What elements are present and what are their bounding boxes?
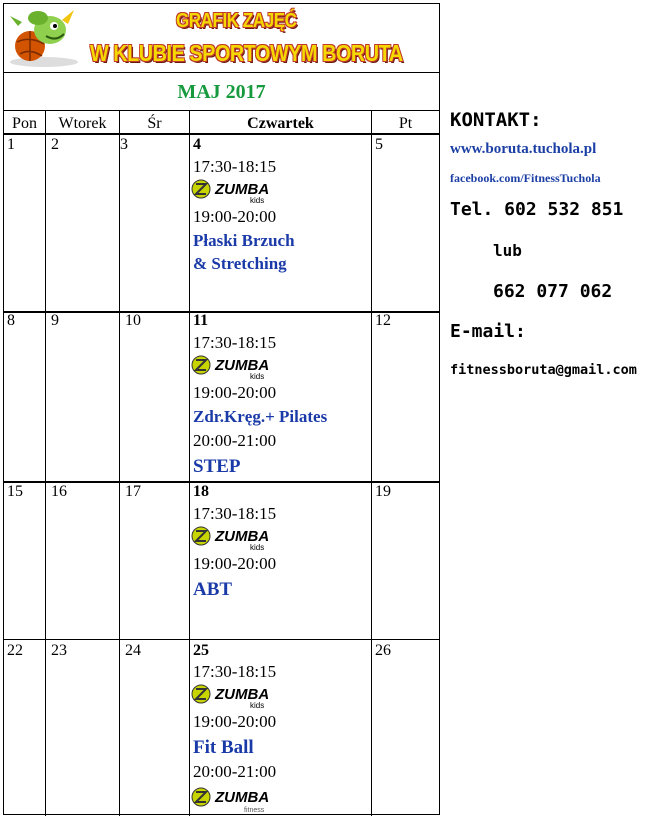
class-time: 19:00-20:00	[193, 207, 277, 226]
day-header-czwartek: Czwartek	[190, 111, 371, 135]
day-header-pon: Pon	[4, 111, 45, 135]
grid-line	[371, 110, 372, 816]
date-cell: 25	[193, 642, 209, 659]
svg-text:kids: kids	[250, 372, 265, 380]
schedule-table	[3, 3, 440, 815]
date-cell: 18	[193, 483, 209, 500]
date-cell: 15	[7, 483, 23, 500]
zumba-kids-logo	[190, 525, 280, 551]
grid-line	[119, 110, 120, 816]
email-label: E-mail:	[450, 321, 526, 342]
svg-text:ZUMBA: ZUMBA	[215, 789, 270, 806]
class-name: ABT	[193, 579, 233, 600]
day-header-sr: Śr	[120, 111, 189, 135]
class-name: STEP	[193, 456, 241, 477]
class-time: 17:30-18:15	[193, 662, 277, 681]
date-cell: 5	[375, 136, 383, 153]
date-cell: 1	[7, 136, 15, 153]
class-time: 19:00-20:00	[193, 554, 277, 573]
date-cell: 16	[51, 483, 67, 500]
class-name: Zdr.Kręg.+ Pilates	[193, 407, 328, 426]
website-link[interactable]: www.boruta.tuchola.pl	[450, 141, 597, 157]
class-name: Płaski Brzuch	[193, 231, 295, 250]
contact-heading: KONTAKT:	[450, 109, 542, 131]
or-label: lub	[493, 241, 522, 260]
day-header-pt: Pt	[372, 111, 439, 135]
zumba-kids-logo	[190, 178, 280, 204]
grid-line	[45, 110, 46, 816]
svg-text:kids: kids	[250, 196, 265, 204]
email-address[interactable]: fitnessboruta@gmail.com	[450, 362, 637, 378]
class-name: & Stretching	[193, 254, 287, 273]
svg-text:ZUMBA: ZUMBA	[215, 686, 270, 703]
date-cell: 4	[193, 136, 201, 153]
class-time: 20:00-21:00	[193, 431, 277, 450]
svg-text:kids: kids	[250, 543, 265, 551]
zumba-kids-logo	[190, 683, 280, 709]
boruta-mascot-logo	[8, 6, 80, 68]
svg-text:kids: kids	[250, 701, 265, 709]
date-cell: 23	[51, 642, 67, 659]
date-cell: 12	[375, 312, 391, 329]
grid-line	[4, 481, 439, 483]
class-time: 20:00-21:00	[193, 762, 277, 781]
class-time: 17:30-18:15	[193, 504, 277, 523]
grid-line	[4, 311, 439, 313]
class-time: 19:00-20:00	[193, 712, 277, 731]
date-cell: 9	[51, 312, 59, 329]
title-line-2: W KLUBIE SPORTOWYM BORUTA	[90, 40, 403, 66]
phone-2: 662 077 062	[493, 281, 613, 302]
date-cell: 11	[193, 312, 209, 329]
svg-text:ZUMBA: ZUMBA	[215, 181, 270, 198]
date-cell: 19	[375, 483, 391, 500]
date-cell: 22	[7, 642, 23, 659]
day-header-wtorek: Wtorek	[46, 111, 119, 135]
month-title: MAJ 2017	[4, 72, 439, 111]
date-cell: 3	[120, 136, 128, 153]
class-time: 19:00-20:00	[193, 383, 277, 402]
class-name: Fit Ball	[193, 737, 254, 758]
facebook-link[interactable]: facebook.com/FitnessTuchola	[450, 171, 601, 185]
zumba-fitness-logo	[190, 786, 280, 812]
date-cell: 8	[7, 312, 15, 329]
class-time: 17:30-18:15	[193, 157, 277, 176]
date-cell: 17	[125, 483, 141, 500]
zumba-kids-logo	[190, 354, 280, 380]
class-time: 17:30-18:15	[193, 333, 277, 352]
grid-line	[4, 639, 439, 640]
header	[4, 4, 439, 73]
svg-text:ZUMBA: ZUMBA	[215, 528, 270, 545]
grid-line	[189, 110, 190, 816]
date-cell: 24	[125, 642, 141, 659]
svg-text:fitness: fitness	[244, 807, 265, 814]
date-cell: 10	[125, 312, 141, 329]
svg-text:ZUMBA: ZUMBA	[215, 357, 270, 374]
title-line-1: GRAFIK ZAJĘĆ	[176, 10, 297, 32]
phone-1: Tel. 602 532 851	[450, 199, 624, 220]
date-cell: 26	[375, 642, 391, 659]
date-cell: 2	[51, 136, 59, 153]
